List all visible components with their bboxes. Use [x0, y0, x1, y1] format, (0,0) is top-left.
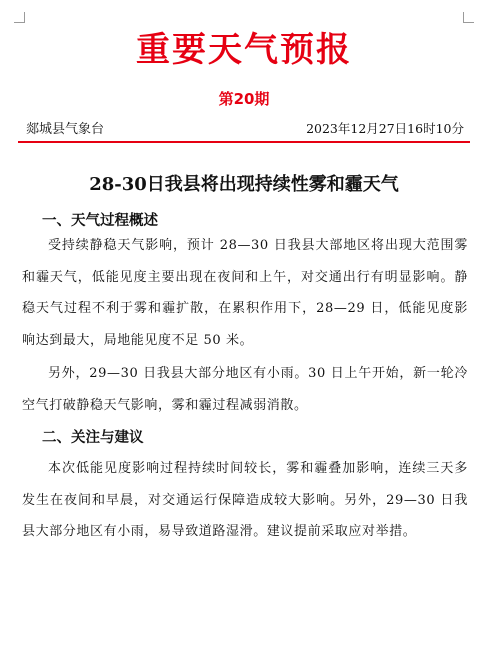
article-title: 28-30日我县将出现持续性雾和霾天气: [89, 174, 399, 195]
red-divider-rule: [18, 141, 470, 143]
masthead-title: 重要天气预报: [136, 30, 352, 70]
paragraph-advice-1: 本次低能见度影响过程持续时间较长，雾和霾叠加影响，连续三天多发生在夜间和早晨，对交通运行保障造成较大影响。另外，29—30 日我县大部分地区有小雨，易导致道路湿滑。建议提前采取应对举措。: [22, 461, 468, 539]
issuing-agency: 郯城县气象台: [26, 122, 105, 137]
section-heading-overview: 一、天气过程概述: [42, 213, 158, 229]
issued-time: 2023年12月27日16时10分: [306, 121, 464, 136]
paragraph-overview-2: 另外，29—30 日我县大部分地区有小雨。30 日上午开始，新一轮冷空气打破静稳天气影响，雾和霾过程减弱消散。: [22, 366, 468, 413]
section-heading-advice: 二、关注与建议: [42, 430, 144, 446]
issue-number: 第20期: [218, 90, 270, 108]
paragraph-overview-1: 受持续静稳天气影响，预计 28—30 日我县大部地区将出现大范围雾和霾天气，低能见度主要出现在夜间和上午，对交通出行有明显影响。静稳天气过程不利于雾和霾扩散，在累积作用下，28—29 日，低能见度影响达到最大，局地能见度不足 50 米。: [22, 238, 468, 348]
issuer-line: [24, 118, 464, 137]
